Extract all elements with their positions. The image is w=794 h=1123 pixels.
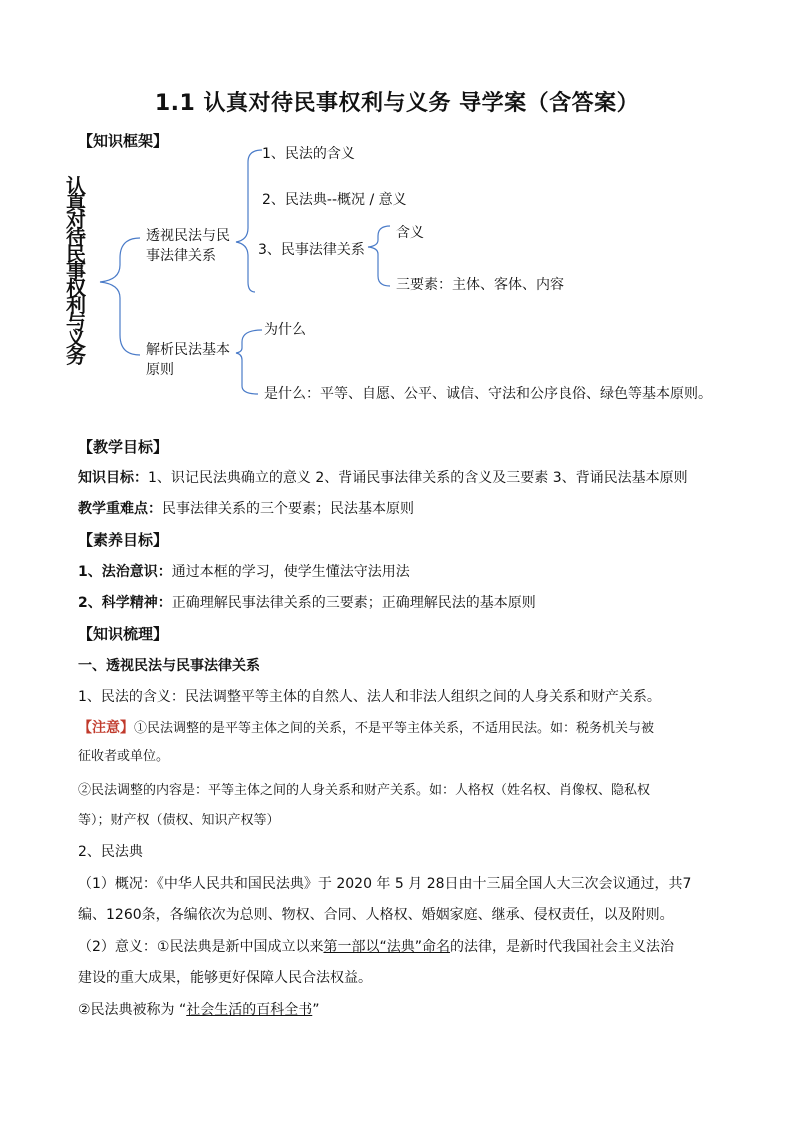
encyclopedia-line: ②民法典被称为 “社会生活的百科全书” <box>78 1002 320 1018</box>
framework-vertical-title: 认 真 对 待 民 事 权 利 与 义 务 <box>66 174 86 368</box>
literacy-heading: 【素养目标】 <box>78 531 169 549</box>
note-tag: 【注意】 <box>78 720 134 736</box>
literacy-item-2: 2、科学精神：正确理解民事法律关系的三要素；正确理解民法的基本原则 <box>78 595 536 611</box>
page-title: 1.1 认真对待民事权利与义务 导学案（含答案） <box>154 91 640 116</box>
section-1-heading: 一、透视民法与民事法律关系 <box>78 658 260 674</box>
framework-heading: 【知识框架】 <box>78 132 169 150</box>
branch-1-label: 透视民法与民 事法律关系 <box>146 228 230 264</box>
civil-code-overview: （1）概况：《中华人民共和国民法典》于 2020 年 5 月 28日由十三届全国人大三次会议通过，共7 <box>78 876 692 892</box>
key-points: 教学重难点：民事法律关系的三个要素；民法基本原则 <box>78 501 414 517</box>
civil-law-definition: 1、民法的含义：民法调整平等主体的自然人、法人和非法人组织之间的人身关系和财产关系。 <box>78 689 661 705</box>
framework-brackets <box>0 0 794 420</box>
branch-2-item-1: 为什么 <box>264 322 306 338</box>
note-2: ②民法调整的内容是：平等主体之间的人身关系和财产关系。如：人格权（姓名权、肖像权、隐私权 <box>78 783 651 798</box>
knowledge-goal: 知识目标：1、识记民法典确立的意义 2、背诵民事法律关系的含义及三要素 3、背诵民法基本原则 <box>78 470 688 486</box>
civil-code-significance-cont: 建设的重大成果，能够更好保障人民合法权益。 <box>78 970 372 986</box>
outline-heading: 【知识梳理】 <box>78 625 169 643</box>
branch-1-item-1: 1、民法的含义 <box>262 146 355 162</box>
note-1-cont: 征收者或单位。 <box>78 749 170 764</box>
branch-1-item-3: 3、民事法律关系 <box>258 242 365 258</box>
branch-1-item-2: 2、民法典--概况 / 意义 <box>262 192 407 208</box>
civil-code-significance: （2）意义：①民法典是新中国成立以来第一部以“法典”命名的法律，是新时代我国社会主义法治 <box>78 939 674 955</box>
goals-heading: 【教学目标】 <box>78 438 169 456</box>
branch-2-item-2: 是什么：平等、自愿、公平、诚信、守法和公序良俗、绿色等基本原则。 <box>264 386 712 402</box>
note-2-cont: 等）；财产权（债权、知识产权等） <box>78 813 280 828</box>
note-1: 【注意】①民法调整的是平等主体之间的关系，不是平等主体关系，不适用民法。如：税务机关与被 <box>78 720 655 736</box>
branch-2-label: 解析民法基本 原则 <box>146 342 230 378</box>
literacy-item-1: 1、法治意识：通过本框的学习，使学生懂法守法用法 <box>78 564 410 580</box>
relation-sub-1: 含义 <box>396 225 424 241</box>
relation-sub-2: 三要素：主体、客体、内容 <box>396 277 564 293</box>
civil-code-heading: 2、民法典 <box>78 844 143 860</box>
civil-code-overview-cont: 编、1260条，各编依次为总则、物权、合同、人格权、婚姻家庭、继承、侵权责任，以及附则。 <box>78 907 674 923</box>
